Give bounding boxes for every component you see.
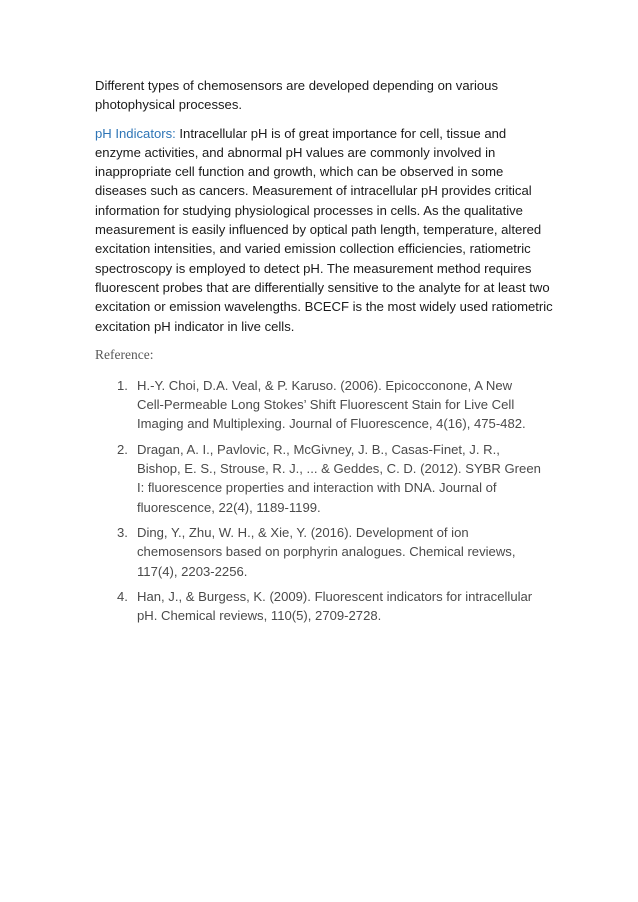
intro-paragraph: Different types of chemosensors are developed depending on various photophysical processes. <box>95 78 499 113</box>
ph-indicators-label: pH Indicators: <box>95 125 176 141</box>
reference-item <box>95 523 553 581</box>
reference-text: H.-Y. Choi, D.A. Veal, & P. Karuso. (2006). Epicocconone, A New Cell-Permeable Long Stokes’ Shift Fluorescent Stain for Live Cell Imaging and Multiplexing. Journal of Fluorescence, 4(16), 475-482. <box>137 377 526 432</box>
reference-item <box>95 440 553 517</box>
reference-item <box>95 376 553 434</box>
ph-indicators-paragraph <box>95 124 553 336</box>
reference-text: Dragan, A. I., Pavlovic, R., McGivney, J. B., Casas-Finet, J. R., Bishop, E. S., Strouse, R. J., ... & Geddes, C. D. (2012). SYBR Green I: fluorescence properties and interaction with DNA. Journal of fluorescence, 22(4), 1189-1199. <box>137 441 541 515</box>
reference-text: Han, J., & Burgess, K. (2009). Fluorescent indicators for intracellular pH. Chemical reviews, 110(5), 2709-2728. <box>137 588 533 624</box>
reference-number: 4. <box>117 588 128 604</box>
reference-heading: Reference: <box>95 346 154 362</box>
reference-number: 1. <box>117 377 128 393</box>
document-body <box>95 76 553 631</box>
reference-item <box>95 587 553 626</box>
ph-indicators-text: Intracellular pH is of great importance for cell, tissue and enzyme activities, and abnormal pH values are commonly involved in inappropriate cell function and growth, which can be observed in some diseases such as cancers. Measurement of intracellular pH provides critical information for studying physiological processes in cells. As the qualitative measurement is easily influenced by optical path length, temperature, altered excitation intensities, and varied emission collection efficiencies, ratiometric spectroscopy is employed to detect pH. The measurement method requires fluorescent probes that are differentially sensitive to the analyte for at least two excitation or emission wavelengths. BCECF is the most widely used ratiometric excitation pH indicator in live cells. <box>95 125 553 334</box>
reference-text: Ding, Y., Zhu, W. H., & Xie, Y. (2016). Development of ion chemosensors based on porphyrin analogues. Chemical reviews, 117(4), 2203-2256. <box>137 524 516 579</box>
reference-list <box>95 376 553 626</box>
reference-number: 2. <box>117 441 128 457</box>
reference-number: 3. <box>117 524 128 540</box>
